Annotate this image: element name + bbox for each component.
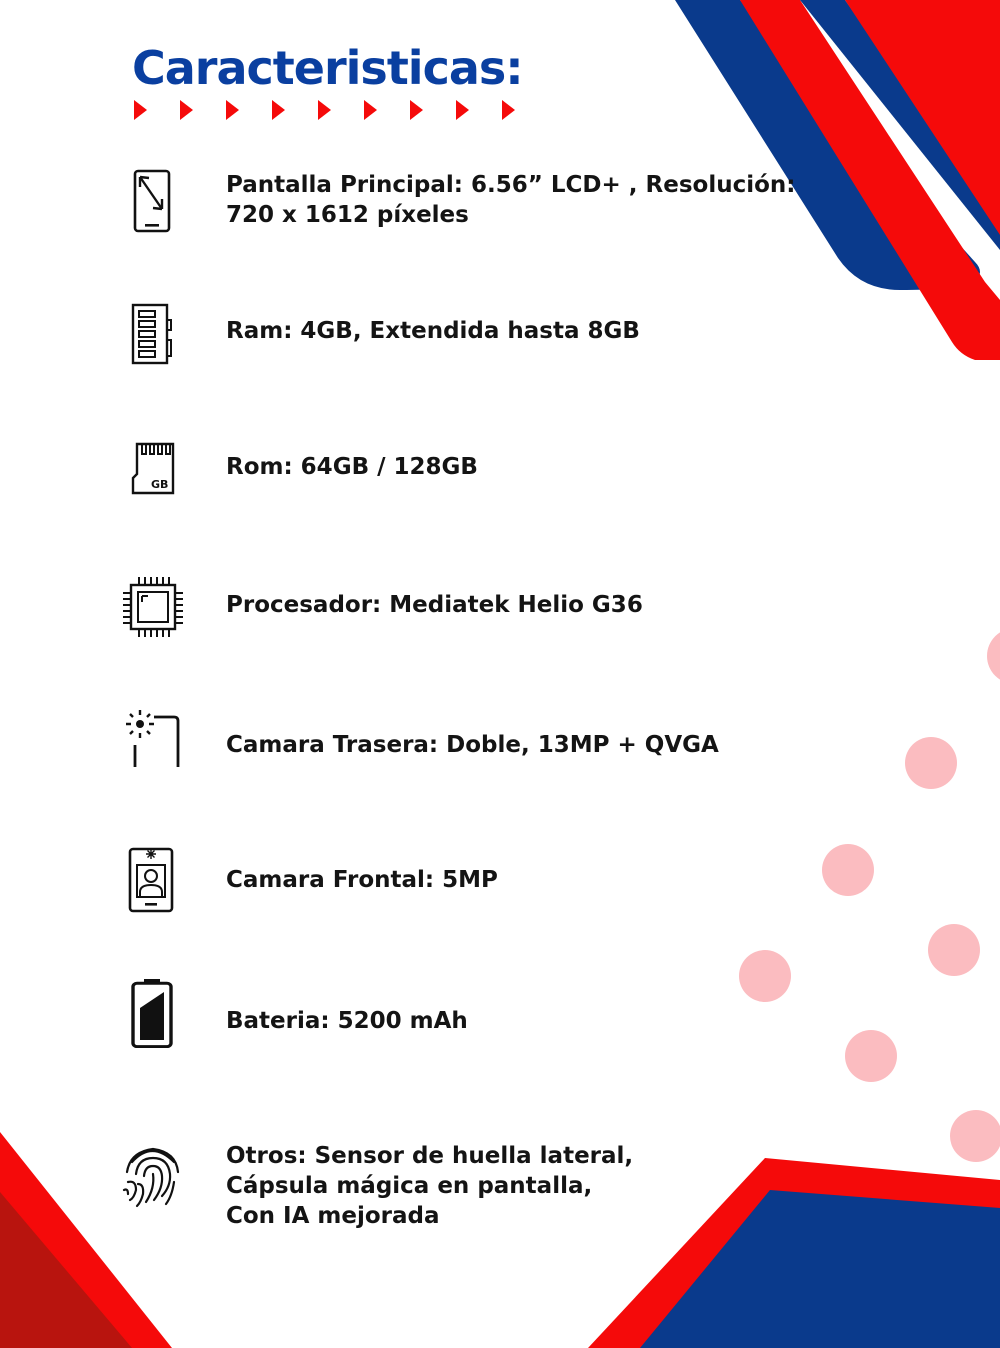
- arrow-right-icon: [502, 100, 515, 120]
- rear-camera-icon: [118, 705, 188, 775]
- sd-card-icon: [118, 438, 188, 508]
- arrow-right-icon: [318, 100, 331, 120]
- arrow-right-icon: [134, 100, 147, 120]
- feature-text: Otros: Sensor de huella lateral, Cápsula mágica en pantalla, Con IA mejorada: [226, 1143, 634, 1229]
- pink-dot: [822, 844, 874, 896]
- arrow-right-icon: [456, 100, 469, 120]
- arrow-right-icon: [364, 100, 377, 120]
- pink-dot: [987, 628, 1000, 684]
- fingerprint-icon: [118, 1140, 188, 1210]
- arrow-bullets: [132, 100, 532, 120]
- feature-text: Camara Frontal: 5MP: [226, 867, 498, 893]
- feature-text: Ram: 4GB, Extendida hasta 8GB: [226, 318, 640, 344]
- ram-icon: [118, 300, 188, 370]
- feature-text: Rom: 64GB / 128GB: [226, 454, 478, 480]
- pink-dot: [905, 737, 957, 789]
- arrow-right-icon: [180, 100, 193, 120]
- page-title: Caracteristicas:: [132, 41, 523, 95]
- arrow-right-icon: [272, 100, 285, 120]
- phone-screen-icon: [118, 165, 188, 235]
- feature-text: Bateria: 5200 mAh: [226, 1008, 468, 1034]
- sd-card-label: GB: [151, 478, 169, 491]
- feature-text: Camara Trasera: Doble, 13MP + QVGA: [226, 732, 719, 758]
- pink-dot: [928, 924, 980, 976]
- battery-icon: [118, 978, 188, 1048]
- arrow-right-icon: [226, 100, 239, 120]
- pink-dot: [739, 950, 791, 1002]
- arrow-right-icon: [410, 100, 423, 120]
- feature-text: Pantalla Principal: 6.56” LCD+ , Resolución: 720 x 1612 píxeles: [226, 172, 796, 228]
- processor-chip-icon: [118, 572, 188, 642]
- front-camera-icon: [118, 845, 188, 915]
- pink-dot: [845, 1030, 897, 1082]
- feature-text: Procesador: Mediatek Helio G36: [226, 592, 643, 618]
- pink-dot: [950, 1110, 1000, 1162]
